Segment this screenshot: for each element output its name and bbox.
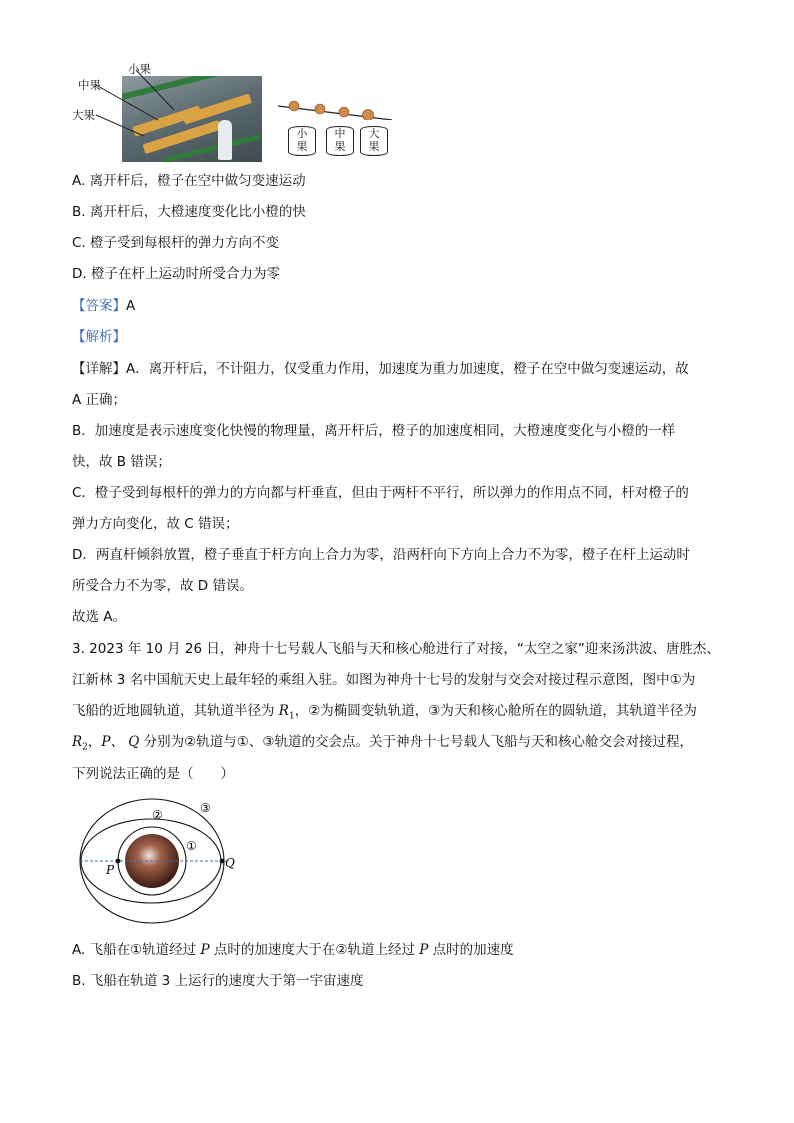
r2-symbol: $R_2$	[72, 734, 88, 753]
detail-line-5: C．橙子受到每根杆的弹力的方向都与杆垂直，但由于两杆不平行，所以弹力的作用点不同，杆对橙子的	[72, 485, 689, 501]
analysis-tag: 【解析】	[72, 329, 126, 345]
q2-option-c: C. 橙子受到每根杆的弹力方向不变	[72, 235, 280, 251]
bin-small: 小 果	[288, 126, 316, 156]
detail-line-4: 快，故 B 错误；	[72, 454, 171, 470]
q3-stem-line-2: 江新林 3 名中国航天史上最年轻的乘组入驻。如图为神舟十七号的发射与交会对接过程示意图，图中①为	[72, 672, 696, 688]
detail-line-8: 所受合力不为零，故 D 错误。	[72, 578, 253, 594]
detail-line-1: 【详解】A．离开杆后，不计阻力，仅受重力作用，加速度为重力加速度，橙子在空中做匀变速运动，故	[72, 361, 689, 377]
pq-symbols: P、 Q	[101, 734, 140, 750]
leader-lines	[70, 58, 270, 168]
q3-option-a: A. 飞船在①轨道经过 P 点时的加速度大于在②轨道上经过 P 点时的加速度	[72, 942, 514, 958]
label-large-fruit: 大果	[72, 108, 95, 122]
r1-symbol: $R_1$	[278, 703, 295, 722]
point-q-dot	[220, 859, 225, 864]
detail-line-6: 弹力方向变化，故 C 错误；	[72, 516, 239, 532]
bin-medium: 中 果	[326, 126, 354, 156]
point-p-label: P	[106, 863, 115, 877]
answer-tag: 【答案】	[72, 298, 126, 314]
detail-tag: 【详解】	[72, 361, 126, 377]
q2-answer	[72, 296, 135, 316]
q2-option-a: A. 离开杆后，橙子在空中做匀变速运动	[72, 173, 306, 189]
detail-line-3: B．加速度是表示速度变化快慢的物理量，离开杆后，橙子的加速度相同，大橙速度变化与小橙的一样	[72, 423, 676, 439]
bin-large: 大 果	[360, 126, 388, 156]
q3-stem-line-1: 3. 2023 年 10 月 26 日，神舟十七号载人飞船与天和核心舱进行了对接，“太空之家”迎来汤洪波、唐胜杰、	[72, 641, 720, 657]
q3-stem-line-4: $R_2$，P、 Q 分别为②轨道与①、③轨道的交会点。关于神舟十七号载人飞船与天和核心舱交会对接过程，	[72, 734, 693, 753]
orbit-2-label: ②	[152, 808, 163, 822]
q3-stem-line-3: 飞船的近地圆轨道，其轨道半径为 $R_1$，②为椭圆变轨轨道，③为天和核心舱所在的圆轨道，其轨道半径为	[72, 703, 697, 722]
label-small-fruit: 小果	[128, 62, 151, 76]
orbit-3-label: ③	[200, 801, 211, 815]
detail-conclusion: 故选 A。	[72, 609, 127, 625]
inclined-rods	[276, 96, 396, 120]
orbit-diagram	[76, 796, 246, 928]
point-p-dot	[116, 859, 121, 864]
detail-line-2: A 正确；	[72, 392, 127, 408]
orbit-1-label: ①	[186, 839, 197, 853]
q3-stem-line-5: 下列说法正确的是（ ）	[72, 766, 234, 782]
label-medium-fruit: 中果	[78, 78, 101, 92]
point-q-label: Q	[225, 856, 235, 870]
answer-value: A	[126, 298, 136, 314]
detail-line-7: D．两直杆倾斜放置，橙子垂直于杆方向上合力为零，沿两杆向下方向上合力不为零，橙子在杆上运动时	[72, 547, 690, 563]
q2-option-d: D. 橙子在杆上运动时所受合力为零	[72, 266, 280, 282]
q2-option-b: B. 离开杆后，大橙速度变化比小橙的快	[72, 204, 306, 220]
q3-option-b: B. 飞船在轨道 3 上运行的速度大于第一宇宙速度	[72, 973, 364, 989]
